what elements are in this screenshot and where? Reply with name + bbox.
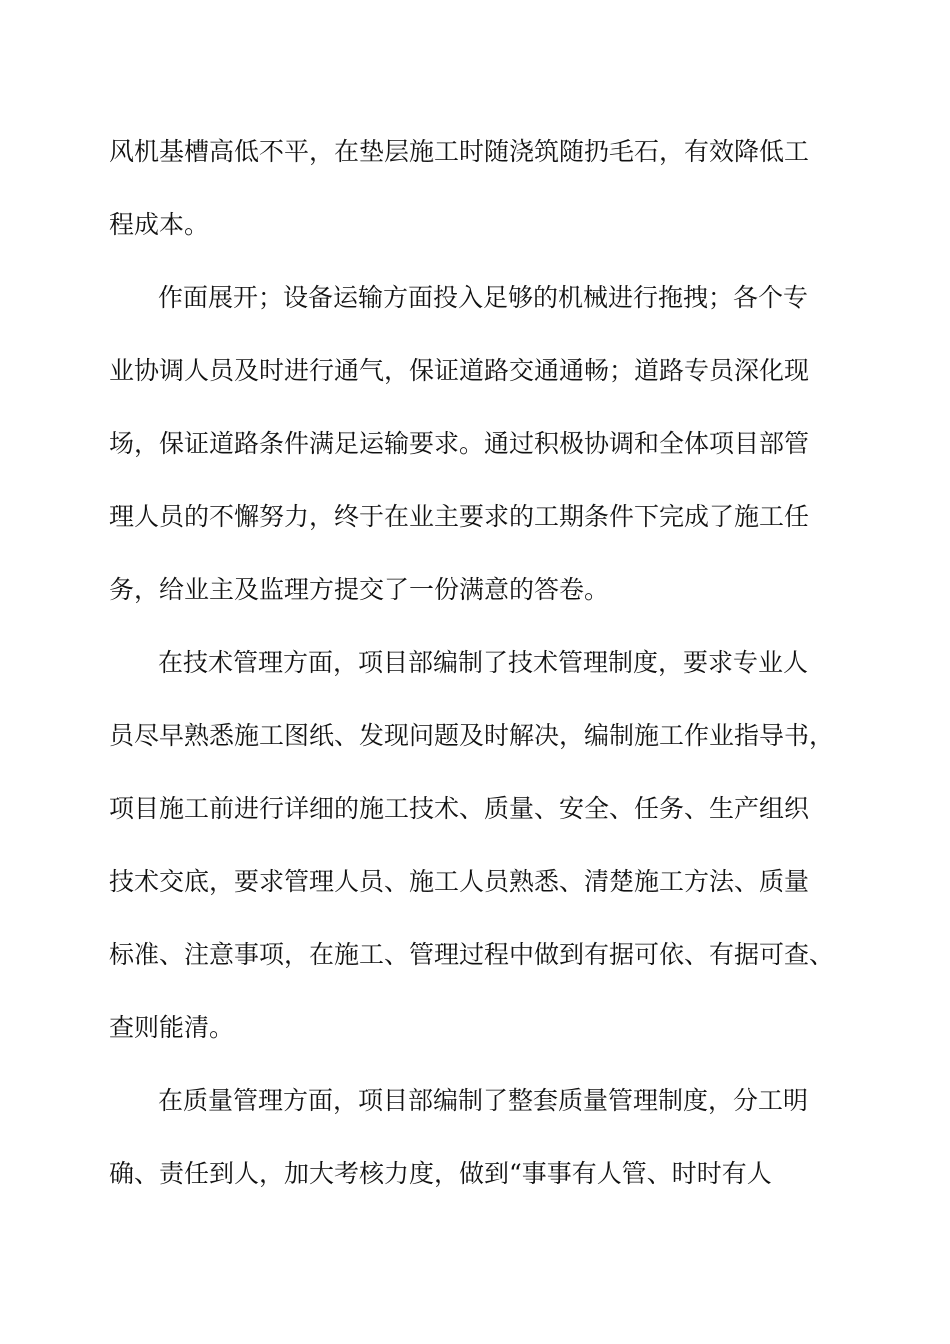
- text-line: 在技术管理方面，项目部编制了技术管理制度，要求专业人: [158, 648, 809, 677]
- text-line: 员尽早熟悉施工图纸、发现问题及时解决，编制施工作业指导书，: [109, 721, 835, 750]
- text-line: 场，保证道路条件满足运输要求。通过积极协调和全体项目部管: [109, 429, 810, 458]
- text-line: 确、责任到人，加大考核力度，做到“事事有人管、时时有人: [109, 1159, 772, 1188]
- text-line: 标准、注意事项，在施工、管理过程中做到有据可依、有据可查、: [109, 940, 835, 969]
- text-line: 务，给业主及监理方提交了一份满意的答卷。: [109, 575, 610, 604]
- text-line: 查则能清。: [109, 1013, 235, 1042]
- text-line: 技术交底，要求管理人员、施工人员熟悉、清楚施工方法、质量: [109, 867, 810, 896]
- text-line: 项目施工前进行详细的施工技术、质量、安全、任务、生产组织: [109, 794, 810, 823]
- text-line: 风机基槽高低不平，在垫层施工时随浇筑随扔毛石，有效降低工: [109, 137, 810, 166]
- text-line: 程成本。: [109, 210, 210, 239]
- text-line: 业协调人员及时进行通气，保证道路交通通畅；道路专员深化现: [109, 356, 810, 385]
- text-line: 理人员的不懈努力，终于在业主要求的工期条件下完成了施工任: [109, 502, 810, 531]
- text-line: 作面展开；设备运输方面投入足够的机械进行拖拽；各个专: [158, 283, 809, 312]
- text-line: 在质量管理方面，项目部编制了整套质量管理制度，分工明: [158, 1086, 809, 1115]
